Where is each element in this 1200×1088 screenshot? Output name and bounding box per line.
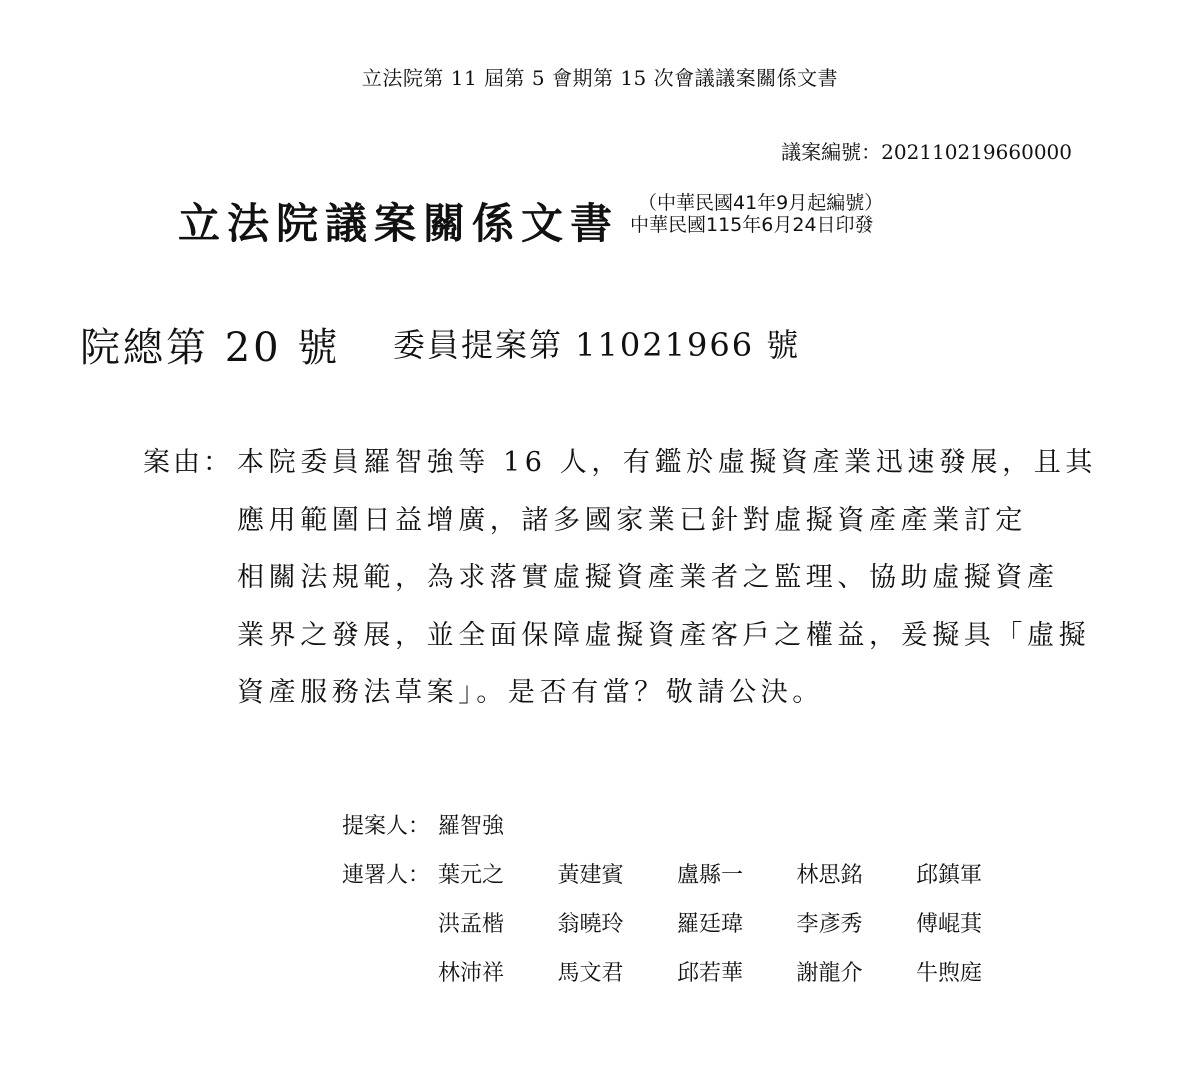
cosigner-name: 謝龍介 <box>796 961 863 986</box>
cosigner-name: 翁曉玲 <box>557 912 624 937</box>
cosigner-name: 邱鎮軍 <box>916 863 983 888</box>
document-title: 立法院議案關係文書 <box>178 199 620 248</box>
cosigner-name: 葉元之 <box>438 863 505 888</box>
general-case-number: 院總第 20 號 <box>80 325 341 371</box>
cause-body <box>237 440 1112 728</box>
title-notes <box>630 192 883 236</box>
cosigner-name: 牛煦庭 <box>916 961 983 986</box>
bill-number: 議案編號：202110219660000 <box>781 140 1072 164</box>
proposer-name: 羅智強 <box>438 814 505 839</box>
proposer-row <box>342 800 1036 849</box>
cosigner-label: 連署人： <box>342 863 431 888</box>
cause-line: 相關法規範，為求落實虛擬資產業者之監理、協助虛擬資產 <box>237 562 1059 593</box>
cause-line: 業界之發展，並全面保障虛擬資產客戶之權益，爰擬具「虛擬 <box>237 619 1091 651</box>
cosigner-row <box>342 898 1036 947</box>
cosigner-name: 傅崐萁 <box>916 912 983 937</box>
cosigner-name: 洪孟楷 <box>438 912 505 937</box>
cosigner-row <box>342 849 1036 898</box>
cosigner-name: 盧縣一 <box>677 863 744 888</box>
proposal-number: 委員提案第 11021966 號 <box>393 326 801 364</box>
cosigner-row <box>342 947 1036 996</box>
cosigner-name: 黃建賓 <box>557 863 624 888</box>
cosigner-name: 林思銘 <box>796 863 863 888</box>
cause-line: 本院委員羅智強等 16 人，有鑑於虛擬資產業迅速發展，且其 <box>237 447 1097 478</box>
cosigner-name: 羅廷瑋 <box>677 912 744 937</box>
print-date: 中華民國115年6月24日印發 <box>630 214 874 236</box>
cause-label: 案由： <box>143 447 233 478</box>
cosigner-name: 李彥秀 <box>796 912 863 937</box>
proposer-label: 提案人： <box>342 814 431 839</box>
cause-line: 應用範圍日益增廣，諸多國家業已針對虛擬資產產業訂定 <box>237 504 1027 536</box>
cosigner-name: 林沛祥 <box>438 961 505 986</box>
cosigner-name: 馬文君 <box>557 961 624 986</box>
cosigner-name: 邱若華 <box>677 961 744 986</box>
signers-block <box>342 800 1036 996</box>
session-header: 立法院第 11 屆第 5 會期第 15 次會議議案關係文書 <box>361 66 839 90</box>
numbering-note: （中華民國41年9月起編號） <box>638 192 884 214</box>
cause-line: 資產服務法草案」。是否有當？敬請公決。 <box>237 677 824 708</box>
